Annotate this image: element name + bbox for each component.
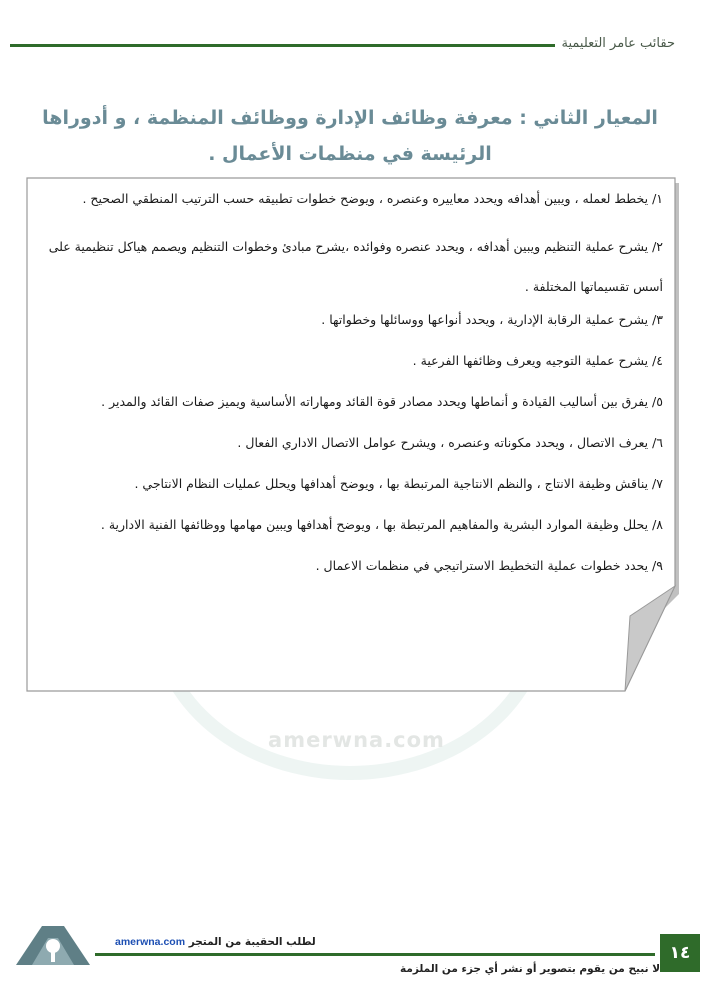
footer-order-label: لطلب الحقيبة من المتجر	[188, 936, 316, 948]
list-item: ٥/ يفرق بين أساليب القيادة و أنماطها ويحدد مصادر قوة القائد ومهاراته الأساسية ويميز صفات القائد والمدير .	[101, 394, 663, 409]
header-title: حقائب عامر التعليمية	[561, 36, 675, 51]
list-item: ٦/ يعرف الاتصال ، ويحدد مكوناته وعنصره ، ويشرح عوامل الاتصال الاداري الفعال .	[237, 435, 663, 450]
header-divider	[10, 44, 555, 47]
footer-order-text	[115, 936, 316, 948]
list-item: ٢/ يشرح عملية التنظيم ويبين أهدافه ، ويحدد عنصره وفوائده ،يشرح مبادئ وخطوات التنظيم ويصمم هياكل تنظيمية على أسس تقسيماتها المختلفة .	[48, 239, 663, 294]
content-card	[25, 176, 681, 693]
copyright-warning: لا نبيح من يقوم بتصوير أو نشر أي جزء من الملزمة	[400, 963, 661, 975]
list-item: ٤/ يشرح عملية التوجيه ويعرف وظائفها الفرعية .	[412, 353, 663, 368]
page-number: ١٤	[660, 934, 700, 972]
store-link[interactable]: amerwna.com	[115, 936, 186, 948]
page-title: المعيار الثاني : معرفة وظائف الإدارة ووظائف المنظمة ، و أدوراها الرئيسة في منظمات الأعمال .	[42, 107, 658, 165]
list-item: ٣/ يشرح عملية الرقابة الإدارية ، ويحدد أنواعها ووسائلها وخطواتها .	[321, 312, 663, 327]
list-item: ١/ يخطط لعمله ، ويبين أهدافه ويحدد معاييره وعنصره ، ويوضح خطوات تطبيقه حسب الترتيب المنطقي الصحيح .	[82, 191, 663, 206]
watermark: amerwna.com	[268, 728, 445, 752]
list-item: ٨/ يحلل وظيفة الموارد البشرية والمفاهيم المرتبطة بها ، ويوضح أهدافها ويبين مهامها ووظائفها الفنية الادارية .	[100, 517, 663, 532]
standards-list	[48, 186, 663, 594]
publisher-logo-icon	[12, 920, 94, 974]
list-item: ٩/ يحدد خطوات عملية التخطيط الاستراتيجي في منظمات الاعمال .	[315, 558, 663, 573]
list-item: ٧/ يناقش وظيفة الانتاج ، والنظم الانتاجية المرتبطة بها ، ويوضح أهدافها ويحلل عمليات النظام الانتاجي .	[134, 476, 663, 491]
footer-divider	[95, 953, 655, 956]
